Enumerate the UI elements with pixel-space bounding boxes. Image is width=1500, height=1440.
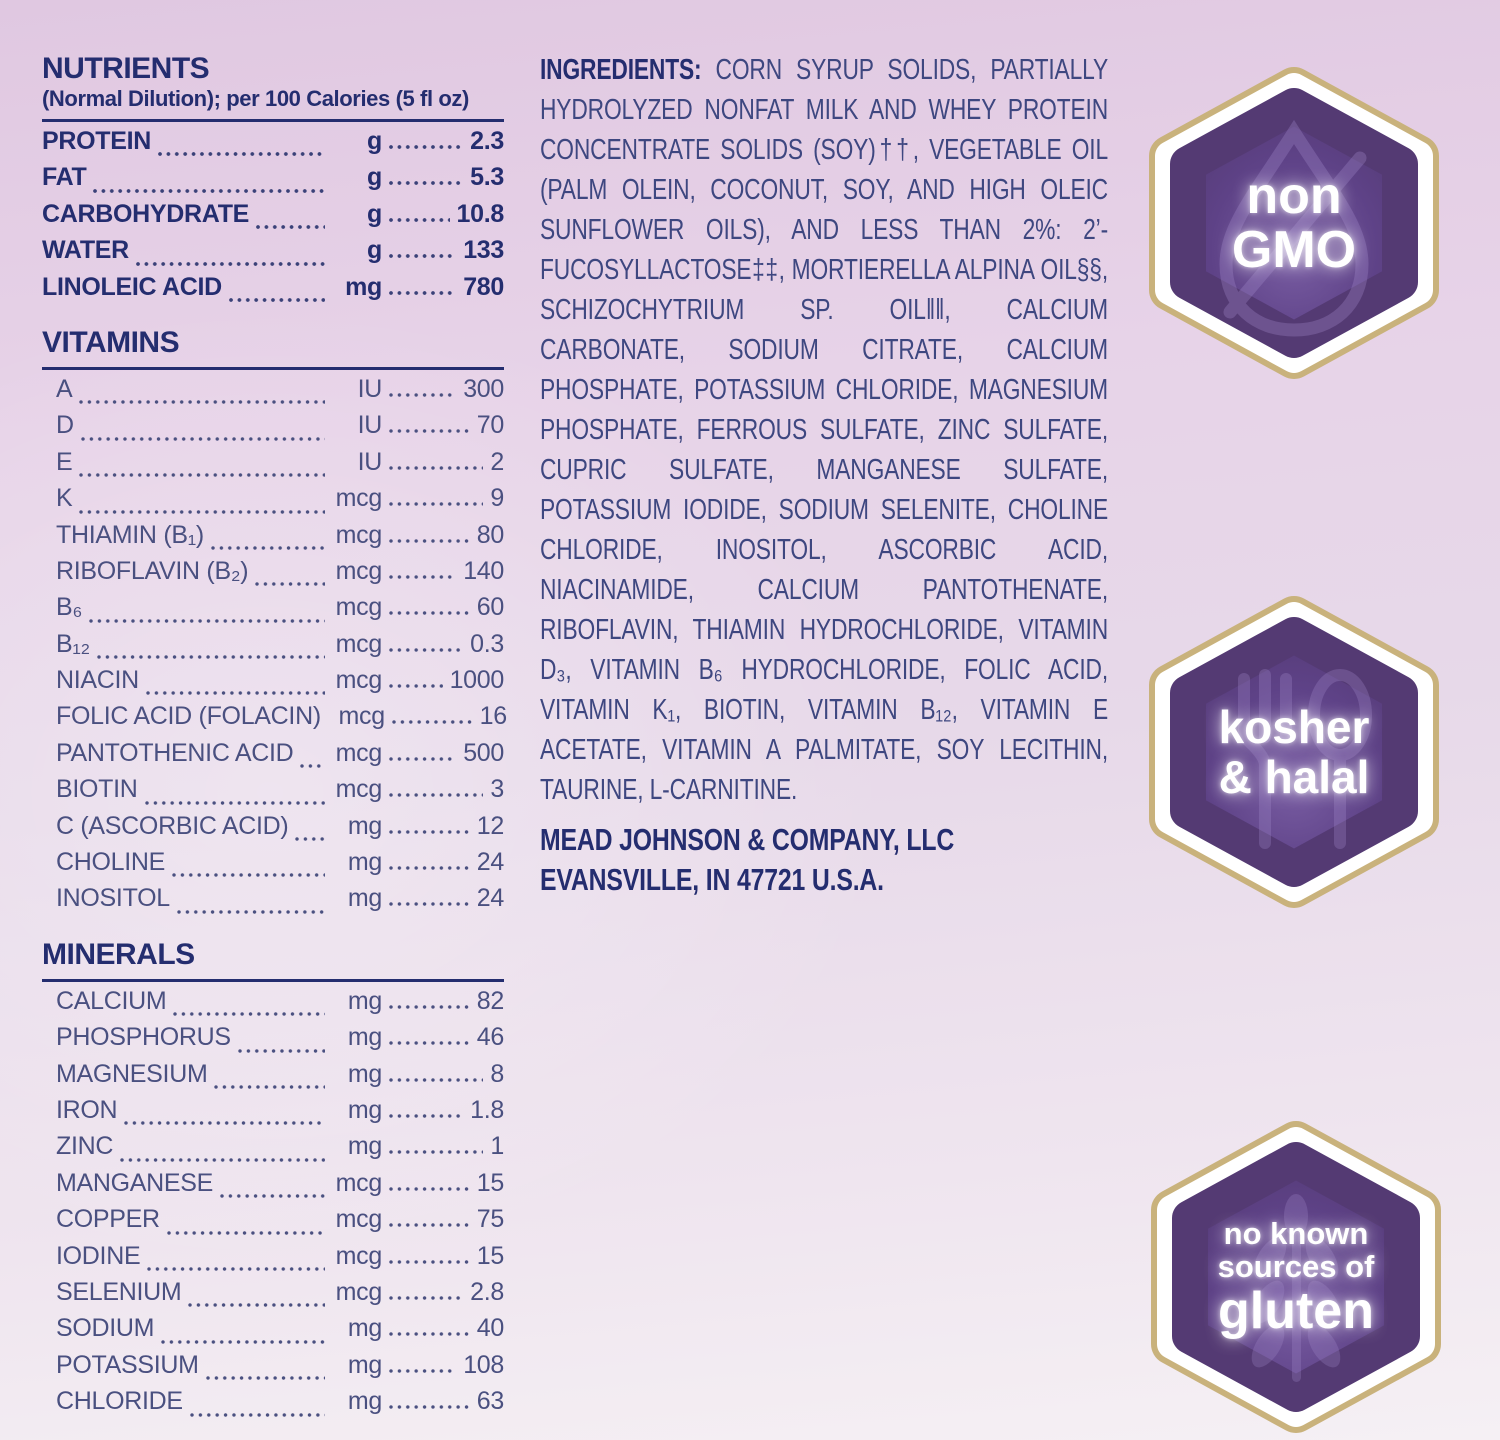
row-right-group: [332, 236, 504, 265]
row-label: B₆: [56, 593, 83, 622]
dot-leader: [81, 437, 325, 441]
dot-leader: [146, 691, 325, 695]
dot-leader: [93, 189, 325, 193]
row-unit: IU: [357, 374, 382, 403]
row-label: FOLIC ACID (FOLACIN): [56, 702, 321, 731]
row-value: 780: [463, 272, 504, 301]
dot-leader: [300, 764, 325, 768]
row-label: LINOLEIC ACID: [42, 272, 222, 301]
row-value: 15: [476, 1168, 504, 1197]
row-unit: mcg: [335, 775, 382, 804]
row-right-group: [332, 987, 504, 1016]
row-unit: mcg: [335, 629, 382, 658]
table-row: [42, 1096, 504, 1132]
table-row: [42, 521, 504, 557]
row-label: SELENIUM: [56, 1277, 182, 1306]
row-right-group: [332, 448, 504, 477]
row-value: 133: [463, 236, 504, 265]
row-value: 5.3: [470, 163, 504, 192]
table-row: [42, 1023, 504, 1059]
row-unit: mcg: [335, 1168, 382, 1197]
row-unit: mg: [347, 848, 382, 877]
table-row: [42, 1132, 504, 1168]
row-label: SODIUM: [56, 1314, 155, 1343]
row-right-group: [332, 163, 504, 192]
row-label: CHLORIDE: [56, 1387, 183, 1416]
row-label: K: [56, 484, 73, 513]
dot-leader: [389, 830, 470, 834]
row-unit: mcg: [335, 520, 382, 549]
table-row: [42, 593, 504, 629]
badge-line: kosher: [1218, 701, 1370, 753]
dot-leader: [389, 218, 450, 222]
row-unit: mg: [345, 272, 382, 301]
dot-leader: [97, 655, 325, 659]
dot-leader: [238, 1049, 325, 1053]
row-unit: mg: [347, 1350, 382, 1379]
row-label: FAT: [42, 163, 87, 192]
ingredients-heading: INGREDIENTS:: [540, 54, 702, 86]
row-label: IRON: [56, 1095, 118, 1124]
divider: [42, 367, 504, 370]
row-unit: mg: [347, 884, 382, 913]
row-unit: mcg: [335, 666, 382, 695]
dot-leader: [255, 582, 325, 586]
badge-non-gmo: [1148, 66, 1440, 380]
table-row: [42, 200, 504, 236]
row-right-group: [332, 411, 504, 440]
table-row: [42, 1205, 504, 1241]
dot-leader: [256, 225, 325, 229]
row-value: 8: [490, 1059, 504, 1088]
section-subtitle: (Normal Dilution); per 100 Calories (5 fl oz): [42, 86, 469, 111]
dot-leader: [79, 510, 325, 514]
row-unit: mcg: [335, 556, 382, 585]
row-right-group: [332, 1205, 504, 1234]
row-right-group: [332, 593, 504, 622]
table-row: [42, 236, 504, 272]
row-unit: mcg: [335, 738, 382, 767]
row-label: A: [56, 374, 73, 403]
row-unit: mcg: [335, 1277, 382, 1306]
table-row: [42, 163, 504, 199]
dot-leader: [389, 1223, 470, 1227]
ingredients-text: CORN SYRUP SOLIDS, PARTIALLY HYDROLYZED NONFAT MILK AND WHEY PROTEIN CONCENTRATE SOLIDS (SOY)††, VEGETABLE OIL (PALM OLEIN, COCONUT, SOY, AND HIGH OLEIC SUNFLOWER OILS), AND LESS THAN 2%: 2’-FUCOSYLLACTOSE‡‡, MORTIERELLA ALPINA OIL§§, SCHIZOCHYTRIUM SP. OIL‖‖, CALCIUM CARBONATE, SODIUM CITRATE, CALCIUM PHOSPHATE, POTASSIUM CHLORIDE, MAGNESIUM PHOSPHATE, FERROUS SULFATE, ZINC SULFATE, CUPRIC SULFATE, MANGANESE SULFATE, POTASSIUM IODIDE, SODIUM SELENITE, CHOLINE CHLORIDE, INOSITOL, ASCORBIC ACID, NIACINAMIDE, CALCIUM PANTOTHENATE, RIBOFLAVIN, THIAMIN HYDROCHLORIDE, VITAMIN D₃, VITAMIN B₆ HYDROCHLORIDE, FOLIC ACID, VITAMIN K₁, BIOTIN, VITAMIN B₁₂, VITAMIN E ACETATE, VITAMIN A PALMITATE, SOY LECITHIN, TAURINE, L-CARNITINE.: [540, 54, 1108, 806]
badge-line: no known: [1223, 1216, 1369, 1251]
row-value: 9: [490, 484, 504, 513]
dot-leader: [161, 1340, 325, 1344]
vitamins-rows: [42, 374, 507, 921]
row-unit: mg: [347, 1059, 382, 1088]
section-title: MINERALS: [42, 937, 195, 971]
dot-leader: [389, 429, 470, 433]
row-label: CHOLINE: [56, 848, 166, 877]
dot-leader: [211, 546, 325, 550]
row-right-group: [332, 1351, 504, 1380]
section-minerals: [42, 938, 504, 1424]
dot-leader: [389, 684, 443, 688]
dot-leader: [389, 757, 456, 761]
dot-leader: [389, 902, 470, 906]
row-right-group: [332, 273, 504, 302]
dot-leader: [124, 1121, 325, 1125]
table-row: [42, 987, 504, 1023]
table-row: [42, 484, 504, 520]
dot-leader: [188, 1303, 325, 1307]
nutrition-table-column: [42, 52, 507, 1424]
row-right-group: [335, 702, 507, 731]
row-right-group: [332, 666, 504, 695]
company-address: EVANSVILLE, IN 47721 U.S.A.: [540, 862, 884, 897]
badge-line: non: [1246, 167, 1342, 225]
row-value: 46: [476, 1023, 504, 1052]
table-row: [42, 1169, 504, 1205]
row-label: PROTEIN: [42, 127, 152, 155]
row-value: 500: [463, 738, 504, 767]
table-row: [42, 666, 504, 702]
row-unit: mg: [347, 811, 382, 840]
row-unit: mg: [347, 1132, 382, 1161]
dot-leader: [389, 393, 456, 397]
dot-leader: [389, 1332, 470, 1336]
row-right-group: [332, 1387, 504, 1416]
row-right-group: [332, 1132, 504, 1161]
dot-leader: [145, 801, 325, 805]
dot-leader: [389, 502, 483, 506]
row-value: 108: [463, 1350, 504, 1379]
badge-line: sources of: [1217, 1249, 1375, 1284]
badge-text: [1150, 1120, 1442, 1434]
dot-leader: [389, 291, 456, 295]
section-title: NUTRIENTS: [42, 52, 210, 85]
row-right-group: [332, 1023, 504, 1052]
dot-leader: [214, 1085, 325, 1089]
table-row: [42, 1314, 504, 1350]
row-value: 1.8: [470, 1095, 504, 1124]
dot-leader: [389, 1296, 463, 1300]
row-unit: mcg: [338, 702, 385, 731]
table-row: [42, 702, 507, 738]
row-label: B₁₂: [56, 629, 90, 658]
dot-leader: [172, 873, 325, 877]
dot-leader: [190, 1413, 325, 1417]
dot-leader: [389, 611, 470, 615]
dot-leader: [389, 575, 456, 579]
dot-leader: [389, 648, 463, 652]
dot-leader: [79, 400, 325, 404]
row-right-group: [332, 200, 504, 229]
row-unit: mg: [347, 1314, 382, 1343]
table-row: [42, 1242, 504, 1278]
row-right-group: [332, 1169, 504, 1198]
row-unit: mg: [347, 986, 382, 1015]
ingredients-paragraph: [540, 50, 1108, 810]
company-block: [540, 820, 1108, 900]
row-label: BIOTIN: [56, 775, 138, 804]
row-value: 12: [476, 811, 504, 840]
row-label: RIBOFLAVIN (B₂): [56, 556, 249, 585]
row-label: INOSITOL: [56, 884, 170, 913]
dot-leader: [389, 1150, 483, 1154]
table-row: [42, 848, 504, 884]
row-unit: mcg: [335, 484, 382, 513]
dot-leader: [220, 1194, 325, 1198]
table-row: [42, 1278, 504, 1314]
dot-leader: [147, 1267, 325, 1271]
row-right-group: [332, 1278, 504, 1307]
section-nutrients: [42, 52, 504, 309]
dot-leader: [173, 1012, 325, 1016]
table-row: [42, 630, 504, 666]
dot-leader: [389, 145, 463, 149]
row-value: 1: [490, 1132, 504, 1161]
section-vitamins: [42, 325, 507, 921]
company-name: MEAD JOHNSON & COMPANY, LLC: [540, 822, 955, 857]
dot-leader: [136, 262, 325, 266]
row-right-group: [332, 1060, 504, 1089]
row-right-group: [332, 521, 504, 550]
row-value: 63: [476, 1387, 504, 1416]
row-label: NIACIN: [56, 666, 139, 695]
row-unit: IU: [357, 447, 382, 476]
badge-line: & halal: [1218, 751, 1370, 803]
row-value: 60: [476, 593, 504, 622]
dot-leader: [392, 720, 473, 724]
dot-leader: [89, 619, 325, 623]
row-right-group: [332, 884, 504, 913]
row-unit: mcg: [335, 1205, 382, 1234]
row-right-group: [332, 1242, 504, 1271]
dot-leader: [389, 1369, 456, 1373]
row-unit: mcg: [335, 1241, 382, 1270]
divider: [42, 979, 504, 982]
row-unit: g: [367, 236, 382, 265]
row-label: COPPER: [56, 1205, 160, 1234]
row-value: 75: [476, 1205, 504, 1234]
dot-leader: [389, 254, 456, 258]
badge-gluten-free: [1150, 1120, 1442, 1434]
dot-leader: [389, 181, 463, 185]
table-row: [42, 1060, 504, 1096]
row-value: 2: [490, 447, 504, 476]
row-unit: g: [367, 127, 382, 155]
dot-leader: [158, 152, 325, 156]
row-unit: IU: [357, 411, 382, 440]
dot-leader: [389, 1078, 483, 1082]
dot-leader: [389, 1405, 470, 1409]
row-value: 0.3: [470, 629, 504, 658]
row-value: 16: [479, 702, 507, 731]
row-label: PHOSPHORUS: [56, 1023, 231, 1052]
row-value: 2.8: [470, 1277, 504, 1306]
row-unit: mcg: [335, 593, 382, 622]
dot-leader: [79, 473, 325, 477]
row-label: IODINE: [56, 1241, 141, 1270]
row-label: MAGNESIUM: [56, 1059, 208, 1088]
table-row: [42, 884, 504, 920]
badge-line: GMO: [1231, 221, 1357, 279]
row-right-group: [332, 484, 504, 513]
row-value: 15: [476, 1241, 504, 1270]
row-unit: g: [367, 163, 382, 192]
dot-leader: [389, 1114, 463, 1118]
row-label: D: [56, 411, 74, 440]
minerals-rows: [42, 987, 504, 1424]
dot-leader: [389, 866, 470, 870]
dot-leader: [389, 793, 483, 797]
row-label: WATER: [42, 236, 129, 265]
dot-leader: [389, 1187, 470, 1191]
row-value: 1000: [449, 666, 504, 695]
row-right-group: [332, 775, 504, 804]
badge-text: [1148, 595, 1440, 909]
table-row: [42, 812, 504, 848]
table-row: [42, 739, 504, 775]
badge-text: [1148, 66, 1440, 380]
dot-leader: [389, 539, 470, 543]
row-unit: mg: [347, 1387, 382, 1416]
row-label: MANGANESE: [56, 1168, 214, 1197]
row-unit: g: [367, 199, 382, 228]
row-right-group: [332, 557, 504, 586]
table-row: [42, 448, 504, 484]
row-right-group: [332, 739, 504, 768]
row-value: 70: [476, 411, 504, 440]
table-row: [42, 1387, 504, 1423]
table-row: [42, 557, 504, 593]
dot-leader: [120, 1158, 325, 1162]
row-label: C (ASCORBIC ACID): [56, 811, 289, 840]
row-right-group: [332, 848, 504, 877]
nutrients-rows: [42, 127, 504, 309]
table-row: [42, 273, 504, 309]
table-row: [42, 775, 504, 811]
table-row: [42, 1351, 504, 1387]
row-label: POTASSIUM: [56, 1350, 199, 1379]
row-label: PANTOTHENIC ACID: [56, 738, 294, 767]
dot-leader: [389, 466, 483, 470]
row-value: 24: [476, 848, 504, 877]
row-value: 3: [490, 775, 504, 804]
dot-leader: [167, 1231, 325, 1235]
row-value: 2.3: [470, 127, 504, 155]
row-label: THIAMIN (B₁): [56, 520, 204, 549]
row-value: 40: [476, 1314, 504, 1343]
row-right-group: [332, 630, 504, 659]
table-row: [42, 127, 504, 163]
row-right-group: [332, 812, 504, 841]
row-label: CALCIUM: [56, 986, 167, 1015]
dot-leader: [389, 1041, 470, 1045]
ingredients-column: [540, 50, 1108, 900]
row-label: CARBOHYDRATE: [42, 199, 250, 228]
badge-kosher-halal: [1148, 595, 1440, 909]
row-value: 10.8: [456, 199, 504, 228]
dot-leader: [206, 1376, 325, 1380]
dot-leader: [295, 837, 325, 841]
row-value: 80: [476, 520, 504, 549]
row-right-group: [332, 375, 504, 404]
badge-line: gluten: [1218, 1282, 1374, 1340]
row-value: 300: [463, 374, 504, 403]
divider: [42, 119, 504, 122]
row-unit: mg: [347, 1023, 382, 1052]
table-row: [42, 375, 504, 411]
dot-leader: [389, 1260, 470, 1264]
table-row: [42, 411, 504, 447]
row-right-group: [332, 1096, 504, 1125]
row-label: E: [56, 447, 73, 476]
dot-leader: [177, 910, 325, 914]
row-value: 82: [476, 986, 504, 1015]
row-right-group: [332, 1314, 504, 1343]
dot-leader: [389, 1005, 470, 1009]
row-right-group: [332, 127, 504, 156]
row-unit: mg: [347, 1095, 382, 1124]
row-value: 140: [463, 556, 504, 585]
dot-leader: [229, 298, 325, 302]
row-label: ZINC: [56, 1132, 114, 1161]
section-title: VITAMINS: [42, 325, 180, 359]
row-value: 24: [476, 884, 504, 913]
